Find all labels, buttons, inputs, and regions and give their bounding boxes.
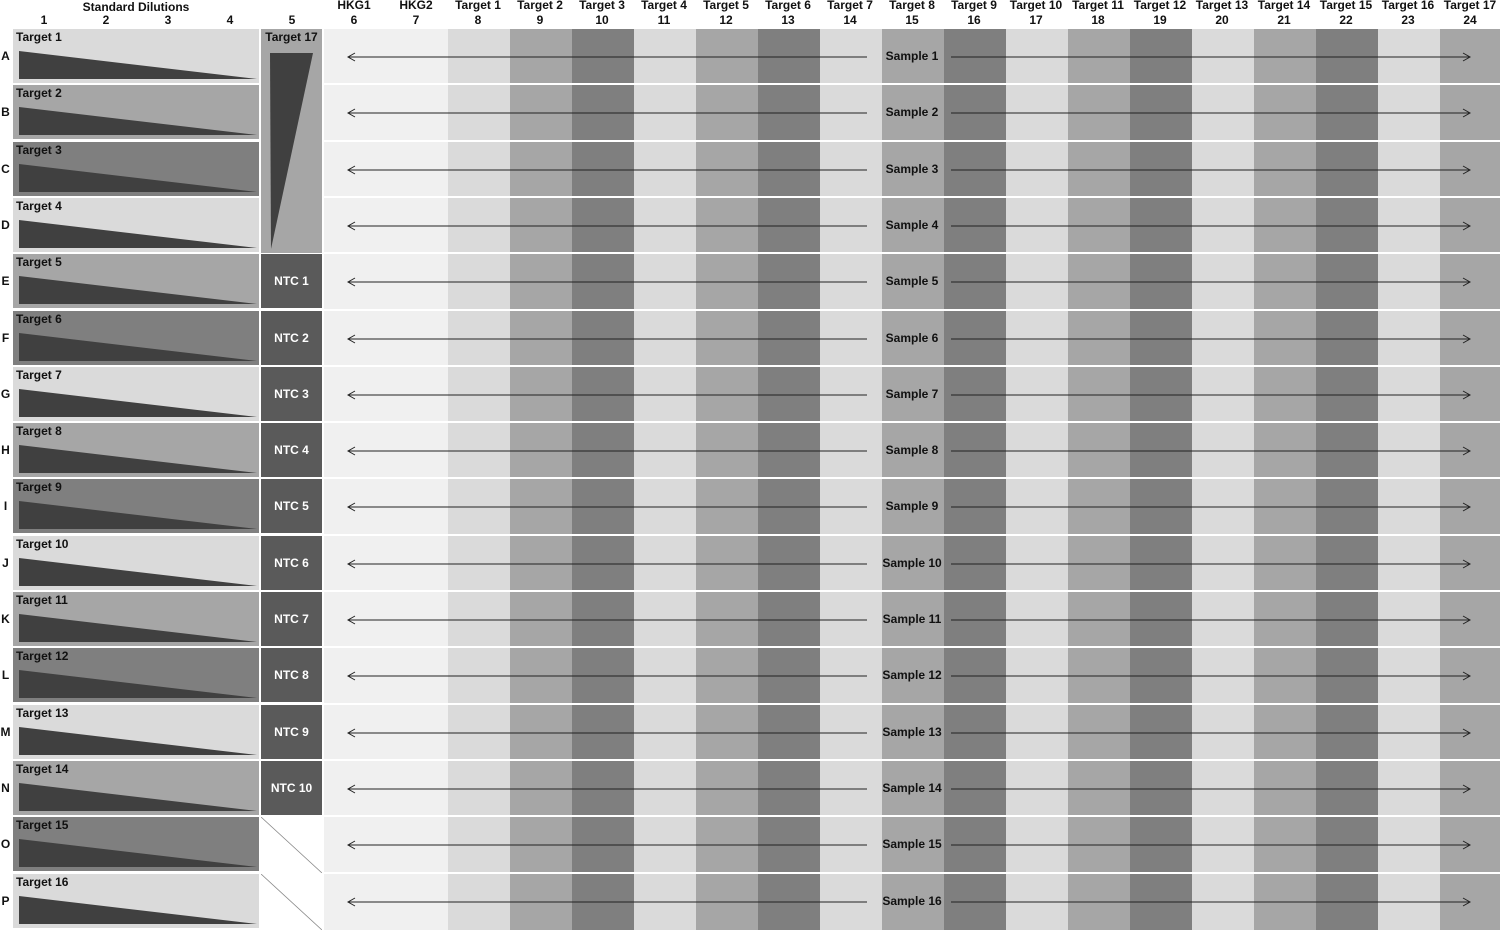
sample-label: Sample 11 [882, 612, 942, 626]
ntc-cell: NTC 8 [261, 648, 322, 702]
standard-dilution-cell [13, 761, 259, 815]
standard-dilution-cell [13, 85, 259, 139]
column5-target17-label: Target 17 [265, 30, 318, 44]
standard-target-label: Target 13 [16, 705, 69, 720]
ntc-cell: NTC 6 [261, 536, 322, 590]
row-label-H: H [1, 443, 10, 458]
column-number-8: 8 [474, 13, 482, 27]
column-number-9: 9 [536, 13, 544, 27]
assay-header-col-9: Target 2 [517, 0, 563, 12]
sample-row [324, 536, 1500, 590]
column-number-13: 13 [781, 13, 795, 27]
standard-target-label: Target 6 [16, 311, 62, 326]
sample-label: Sample 14 [882, 780, 942, 795]
assay-header-col-12: Target 5 [703, 0, 749, 12]
row-label-C: C [1, 161, 10, 176]
column-number-10: 10 [595, 13, 609, 27]
sample-row [324, 705, 1500, 759]
standard-dilution-cell [13, 142, 259, 196]
standard-target-label: Target 10 [16, 536, 69, 551]
ntc-cell: NTC 1 [261, 254, 322, 308]
sample-row [324, 761, 1500, 815]
assay-header-col-23: Target 16 [1381, 0, 1435, 12]
standard-target-label: Target 4 [16, 198, 62, 213]
standard-dilution-cell [13, 254, 259, 308]
empty-slash [261, 817, 322, 873]
assay-header-col-20: Target 13 [1195, 0, 1249, 12]
row-label-E: E [1, 274, 10, 289]
standard-dilution-cell [13, 536, 259, 590]
sample-label: Sample 10 [882, 555, 942, 570]
assay-header-col-10: Target 3 [579, 0, 625, 12]
standard-target-label: Target 9 [16, 480, 62, 495]
assay-header-col-11: Target 4 [641, 0, 687, 12]
sample-label: Sample 12 [882, 668, 942, 683]
sample-label: Sample 6 [885, 330, 939, 345]
sample-label: Sample 3 [885, 161, 939, 176]
row-label-A: A [1, 49, 10, 63]
row-label-B: B [1, 105, 10, 120]
column-number-15: 15 [905, 13, 919, 27]
standard-dilution-cell [13, 198, 259, 252]
standard-target-label: Target 12 [16, 649, 69, 664]
sample-row [324, 874, 1500, 928]
ntc-cell: NTC 7 [261, 592, 322, 646]
row-label-O: O [0, 837, 11, 852]
empty-slash [261, 874, 322, 930]
assay-header-col-21: Target 14 [1257, 0, 1311, 12]
standard-target-label: Target 14 [16, 761, 69, 776]
column-number-19: 19 [1153, 13, 1167, 27]
row-label-L: L [1, 668, 10, 683]
standard-target-label: Target 5 [16, 255, 62, 270]
standard-target-label: Target 16 [16, 874, 69, 889]
column-number-6: 6 [350, 13, 358, 27]
sample-label: Sample 15 [882, 837, 942, 852]
standard-target-label: Target 15 [16, 818, 69, 833]
sample-row [324, 29, 1500, 83]
row-label-D: D [1, 217, 10, 232]
standard-dilution-cell [13, 367, 259, 421]
column-number-18: 18 [1091, 13, 1105, 27]
ntc-cell: NTC 5 [261, 479, 322, 533]
sample-label: Sample 9 [885, 499, 939, 514]
sample-label: Sample 7 [885, 386, 939, 401]
ntc-cell: NTC 2 [261, 311, 322, 365]
assay-header-col-17: Target 10 [1009, 0, 1063, 12]
sample-row [324, 367, 1500, 421]
assay-header-col-16: Target 9 [951, 0, 997, 12]
standard-dilution-cell [13, 29, 259, 83]
standard-dilutions-header: Standard Dilutions [82, 0, 190, 14]
column-number-17: 17 [1029, 13, 1043, 27]
standard-target-label: Target 8 [16, 424, 62, 439]
column-number-21: 21 [1277, 13, 1291, 27]
sample-row [324, 423, 1500, 477]
assay-header-col-18: Target 11 [1072, 0, 1124, 12]
column-number-23: 23 [1401, 13, 1415, 27]
empty-well [261, 817, 322, 871]
assay-header-col-19: Target 12 [1133, 0, 1187, 12]
standard-dilution-cell [13, 592, 259, 646]
assay-header-col-14: Target 7 [827, 0, 873, 12]
target17-dilution-triangle [261, 29, 322, 253]
assay-header-col-8: Target 1 [455, 0, 501, 12]
row-label-G: G [0, 386, 11, 401]
column-number-3: 3 [164, 13, 172, 27]
assay-header-col-24: Target 17 [1443, 0, 1497, 12]
column5-target17-standard [261, 29, 322, 253]
column-number-20: 20 [1215, 13, 1229, 27]
sample-label: Sample 1 [885, 49, 939, 63]
sample-row [324, 479, 1500, 533]
column-number-16: 16 [967, 13, 981, 27]
standard-dilution-cell [13, 423, 259, 477]
row-label-F: F [1, 330, 10, 345]
sample-label: Sample 13 [882, 724, 942, 739]
sample-row [324, 198, 1500, 252]
standard-target-label: Target 11 [16, 593, 68, 607]
sample-row [324, 592, 1500, 646]
column-number-14: 14 [843, 13, 857, 27]
assay-header-col-7: HKG2 [399, 0, 433, 12]
column-number-1: 1 [40, 13, 48, 27]
column-number-24: 24 [1463, 13, 1477, 27]
sample-label: Sample 16 [882, 893, 942, 908]
column-number-7: 7 [412, 13, 420, 27]
column-number-5: 5 [288, 13, 296, 27]
assay-header-col-6: HKG1 [337, 0, 371, 12]
standard-dilution-cell [13, 648, 259, 702]
row-label-I: I [3, 499, 8, 514]
column-number-22: 22 [1339, 13, 1353, 27]
column-number-11: 11 [657, 13, 671, 27]
ntc-cell: NTC 4 [261, 423, 322, 477]
sample-label: Sample 4 [885, 217, 939, 232]
row-label-P: P [1, 893, 10, 908]
assay-header-col-22: Target 15 [1319, 0, 1373, 12]
standard-dilution-cell [13, 874, 259, 928]
assay-header-col-15: Target 8 [889, 0, 935, 12]
row-label-M: M [0, 724, 11, 739]
sample-label: Sample 5 [885, 274, 939, 289]
empty-well [261, 874, 322, 928]
standard-target-label: Target 3 [16, 142, 62, 157]
standard-dilution-cell [13, 311, 259, 365]
assay-header-col-13: Target 6 [765, 0, 811, 12]
standard-target-label: Target 1 [16, 30, 62, 44]
ntc-cell: NTC 3 [261, 367, 322, 421]
column-number-12: 12 [719, 13, 733, 27]
row-label-J: J [2, 555, 9, 570]
standard-target-label: Target 2 [16, 86, 62, 101]
sample-row [324, 648, 1500, 702]
sample-row [324, 85, 1500, 139]
sample-label: Sample 8 [885, 443, 939, 458]
sample-row [324, 311, 1500, 365]
column-number-2: 2 [102, 13, 110, 27]
row-label-K: K [1, 612, 10, 626]
sample-row [324, 142, 1500, 196]
standard-dilution-cell [13, 817, 259, 871]
ntc-cell: NTC 10 [261, 761, 322, 815]
ntc-cell: NTC 9 [261, 705, 322, 759]
column-number-4: 4 [226, 13, 234, 27]
standard-target-label: Target 7 [16, 367, 62, 382]
sample-row [324, 817, 1500, 871]
standard-dilution-cell [13, 479, 259, 533]
sample-label: Sample 2 [885, 105, 939, 120]
standard-dilution-cell [13, 705, 259, 759]
row-label-N: N [1, 780, 10, 795]
sample-row [324, 254, 1500, 308]
